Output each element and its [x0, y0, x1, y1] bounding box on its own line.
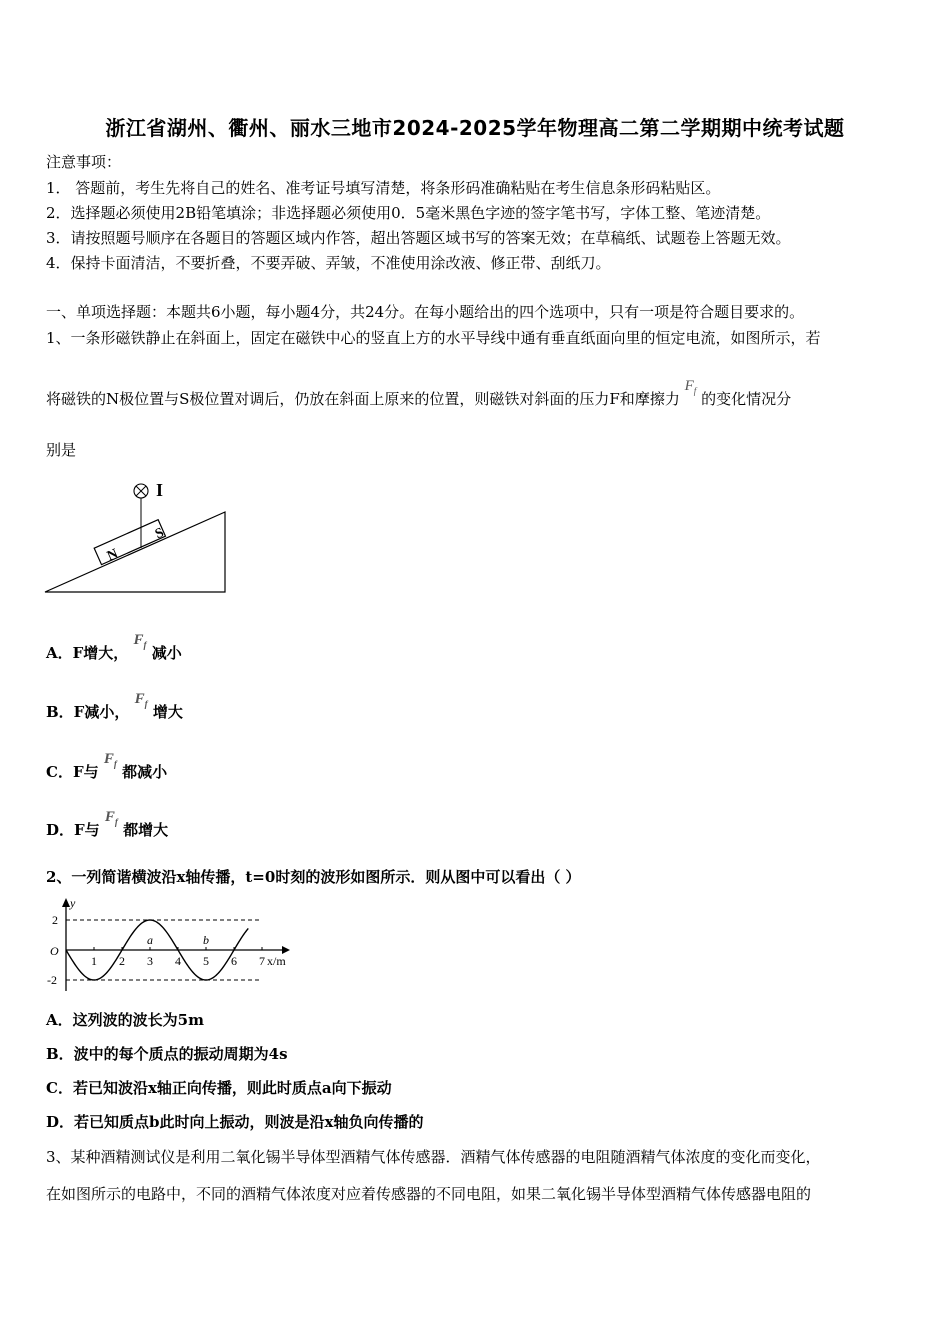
- x-tick-label: 2: [119, 954, 125, 968]
- origin-label: O: [50, 944, 59, 958]
- y-tick-label: -2: [47, 973, 57, 987]
- y-tick-label: 2: [52, 913, 58, 927]
- notice-item: 3．请按照题号顺序在各题目的答题区域内作答，超出答题区域书写的答案无效；在草稿纸、试题卷上答题无效。: [46, 229, 791, 247]
- q2-stem: 2、一列简谐横波沿x轴传播，t=0时刻的波形如图所示．则从图中可以看出（ ）: [46, 868, 581, 886]
- bar-magnet: [94, 520, 165, 565]
- q1-stem-text: 的变化情况分: [701, 390, 792, 408]
- incline: [45, 512, 225, 592]
- y-axis-arrow: [62, 898, 70, 907]
- friction-symbol: $F_f$: [104, 809, 118, 827]
- q1-option-b[interactable]: B．F减小， $F_f$ 增大: [46, 691, 183, 721]
- x-tick-label: 5: [203, 954, 209, 968]
- point-a-label: a: [147, 933, 153, 947]
- q1-incline-figure: [44, 476, 234, 598]
- y-axis-label: y: [70, 896, 76, 910]
- x-tick-label: 3: [147, 954, 153, 968]
- notice-item: 1． 答题前，考生先将自己的姓名、准考证号填写清楚，将条形码准确粘贴在考生信息条形码粘贴区。: [46, 179, 721, 197]
- notice-item: 4．保持卡面清洁，不要折叠，不要弄破、弄皱，不准使用涂改液、修正带、刮纸刀。: [46, 254, 611, 272]
- q1-stem-line3: 别是: [46, 441, 77, 459]
- q1-stem-text: 将磁铁的N极位置与S极位置对调后，仍放在斜面上原来的位置，则磁铁对斜面的压力F和摩擦力: [46, 390, 680, 408]
- x-tick-label: 7: [259, 954, 265, 968]
- friction-symbol: $F_f$: [133, 632, 147, 650]
- q1-option-d[interactable]: D．F与 $F_f$ 都增大: [46, 809, 169, 839]
- q2-option-b[interactable]: B．波中的每个质点的振动周期为4s: [46, 1045, 288, 1063]
- notice-item: 2．选择题必须使用2B铅笔填涂；非选择题必须使用0．5毫米黑色字迹的签字笔书写，字体工整、笔迹清楚。: [46, 204, 771, 222]
- notice-heading: 注意事项：: [46, 153, 122, 171]
- x-axis-arrow: [282, 946, 290, 954]
- q1-stem-line1: 1、一条形磁铁静止在斜面上，固定在磁铁中心的竖直上方的水平导线中通有垂直纸面向里的恒定电流，如图所示，若: [46, 329, 821, 347]
- pole-n-label: N: [104, 546, 121, 565]
- q2-option-d[interactable]: D．若已知质点b此时向上振动，则波是沿x轴负向传播的: [46, 1113, 424, 1131]
- current-label: I: [156, 480, 164, 500]
- friction-symbol: $F_f$: [134, 691, 148, 709]
- page-title: 浙江省湖州、衢州、丽水三地市2024-2025学年物理高二第二学期期中统考试题: [105, 116, 845, 140]
- x-axis-label: x/m: [267, 954, 286, 968]
- x-tick-label: 6: [231, 954, 237, 968]
- friction-symbol: $F_f$: [103, 751, 117, 769]
- q3-stem-line2: 在如图所示的电路中，不同的酒精气体浓度对应着传感器的不同电阻，如果二氧化锡半导体型酒精气体传感器电阻的: [46, 1185, 812, 1203]
- pole-s-label: S: [152, 525, 167, 543]
- q2-option-c[interactable]: C．若已知波沿x轴正向传播，则此时质点a向下振动: [46, 1079, 392, 1097]
- point-b-label: b: [203, 933, 209, 947]
- q3-stem-line1: 3、某种酒精测试仪是利用二氧化锡半导体型酒精气体传感器．酒精气体传感器的电阻随酒精气体浓度的变化而变化，: [46, 1148, 821, 1166]
- friction-symbol: $F_f$: [684, 378, 697, 396]
- q1-option-a[interactable]: A．F增大， $F_f$ 减小: [46, 632, 182, 662]
- q2-wave-chart: [44, 895, 294, 995]
- x-tick-label: 4: [175, 954, 181, 968]
- x-tick-label: 1: [91, 954, 97, 968]
- q1-stem-line2: [46, 378, 792, 415]
- section-heading: 一、单项选择题：本题共6小题，每小题4分，共24分。在每小题给出的四个选项中，只有一项是符合题目要求的。: [46, 303, 805, 321]
- q1-option-c[interactable]: C．F与 $F_f$ 都减小: [46, 751, 168, 781]
- q2-option-a[interactable]: A．这列波的波长为5m: [46, 1011, 204, 1029]
